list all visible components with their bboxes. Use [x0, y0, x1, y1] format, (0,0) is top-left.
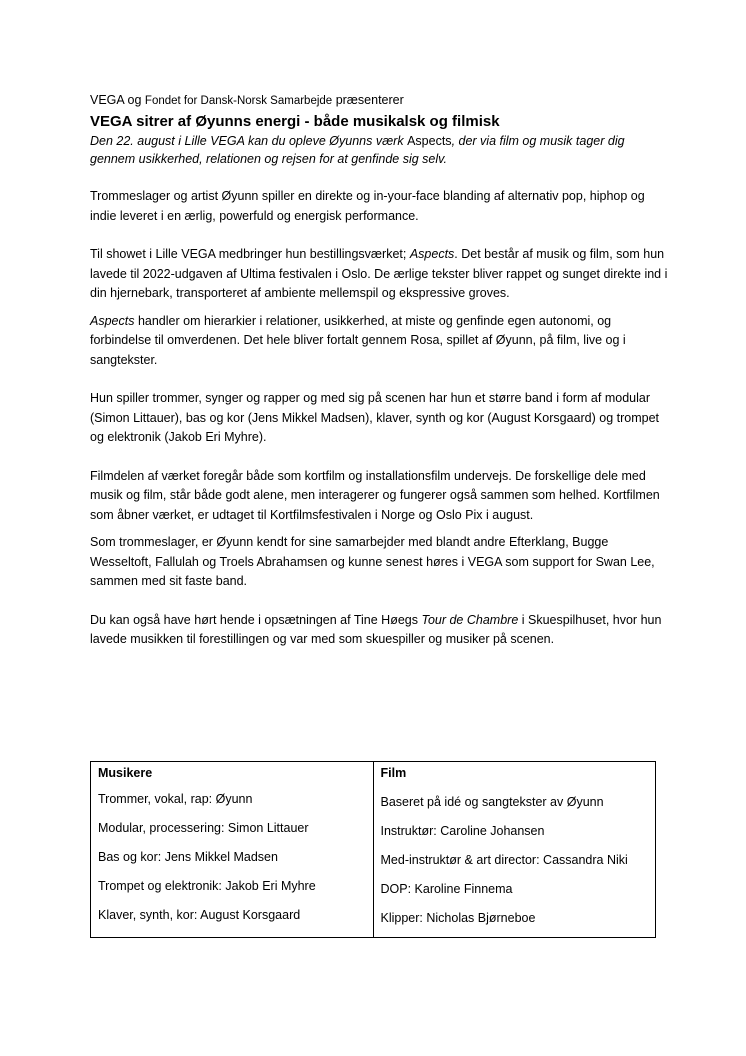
- paragraph-3-title: Aspects: [90, 313, 135, 328]
- film-entry: Baseret på idé og sangtekster av Øyunn: [380, 795, 604, 809]
- film-title: Film: [380, 766, 407, 780]
- paragraph-4: Hun spiller trommer, synger og rapper og med sig på scenen har hun et større band i form af modular (Simon Littauer), bas og kor (Jens Mikkel Madsen), klaver, synth og kor (August Korsgaard) og trompet og elektronik (Jakob Eri Myhre).: [90, 391, 659, 444]
- paragraph-3-b: handler om hierarkier i relationer, usikkerhed, at miste og genfinde egen autonomi, og forbindelse til omverdenen. Det hele bliver fortalt gennem Rosa, spillet af Øyunn, på film, live og i sangtekster.: [90, 313, 626, 367]
- film-entry: Med-instruktør & art director: Cassandra Niki: [380, 853, 628, 867]
- lede: [90, 133, 670, 168]
- lede-part-3: , der via film og musik tager dig gennem usikkerhed, relationen og rejsen for at genfinde sig selv.: [90, 134, 625, 166]
- paragraph-7: [90, 611, 670, 650]
- musician-entry: Trompet og elektronik: Jakob Eri Myhre: [98, 879, 316, 893]
- lede-part-1: Den 22. august i Lille VEGA kan du opleve Øyunns værk: [90, 134, 404, 148]
- presenter-vega: VEGA og: [90, 93, 142, 107]
- paragraph-2-a: Til showet i Lille VEGA medbringer hun bestillingsværket;: [90, 247, 410, 261]
- lede-work-title: Aspects: [407, 134, 452, 148]
- headline: VEGA sitrer af Øyunns energi - både musikalsk og filmisk: [90, 113, 500, 130]
- presenter-line: [90, 92, 670, 110]
- paragraph-7-a: Du kan også have hørt hende i opsætningen af Tine Høegs: [90, 612, 422, 627]
- credits-table: [90, 761, 656, 938]
- presenter-verb: præsenterer: [335, 93, 404, 107]
- paragraph-7-title: Tour de Chambre: [421, 612, 519, 627]
- film-column: [373, 762, 656, 938]
- paragraph-2-c: . Det består af musik og film, som hun lavede til 2022-udgaven af Ultima festivalen i Oslo. De ærlige tekster bliver rappet og sunget direkte ind i din hjernebark, transporteret af ambiente mellemspil og ekspressive groves.: [90, 247, 668, 300]
- musicians-title: Musikere: [98, 766, 153, 780]
- paragraph-3: [90, 312, 670, 371]
- musicians-column: [91, 762, 374, 938]
- musician-entry: Bas og kor: Jens Mikkel Madsen: [98, 850, 278, 864]
- paragraph-6: Som trommeslager, er Øyunn kendt for sine samarbejder med blandt andre Efterklang, Bugge Wesseltoft, Fallulah og Troels Abrahamsen og kunne senest høres i VEGA som support for Swan Lee, sammen med sit faste band.: [90, 535, 655, 588]
- paragraph-2: [90, 245, 670, 304]
- film-entry: Instruktør: Caroline Johansen: [380, 824, 545, 838]
- musician-entry: Trommer, vokal, rap: Øyunn: [98, 792, 253, 806]
- paragraph-2-title: Aspects: [409, 247, 455, 261]
- paragraph-5: Filmdelen af værket foregår både som kortfilm og installationsfilm undervejs. De forskellige dele med musik og film, står både godt alene, men interagerer og fungerer også sammen som helhed. Kortfilmen som åbner værket, er udtaget til Kortfilmsfestivalen i Norge og Oslo Pix i august.: [90, 468, 660, 522]
- presenter-fund: Fondet for Dansk-Norsk Samarbejde: [144, 95, 333, 107]
- paragraph-1: Trommeslager og artist Øyunn spiller en direkte og in-your-face blanding af alternativ pop, hiphop og indie leveret i en ærlig, powerfuld og energisk performance.: [90, 189, 645, 223]
- musician-entry: Klaver, synth, kor: August Korsgaard: [98, 908, 301, 922]
- film-entry: DOP: Karoline Finnema: [380, 882, 513, 896]
- paragraph-7-c: i Skuespilhuset, hvor hun lavede musikken til forestillingen og var med som skuespiller og musiker på scenen.: [90, 612, 662, 646]
- press-release: [90, 92, 670, 650]
- musician-entry: Modular, processering: Simon Littauer: [98, 821, 309, 835]
- film-entry: Klipper: Nicholas Bjørneboe: [380, 911, 536, 925]
